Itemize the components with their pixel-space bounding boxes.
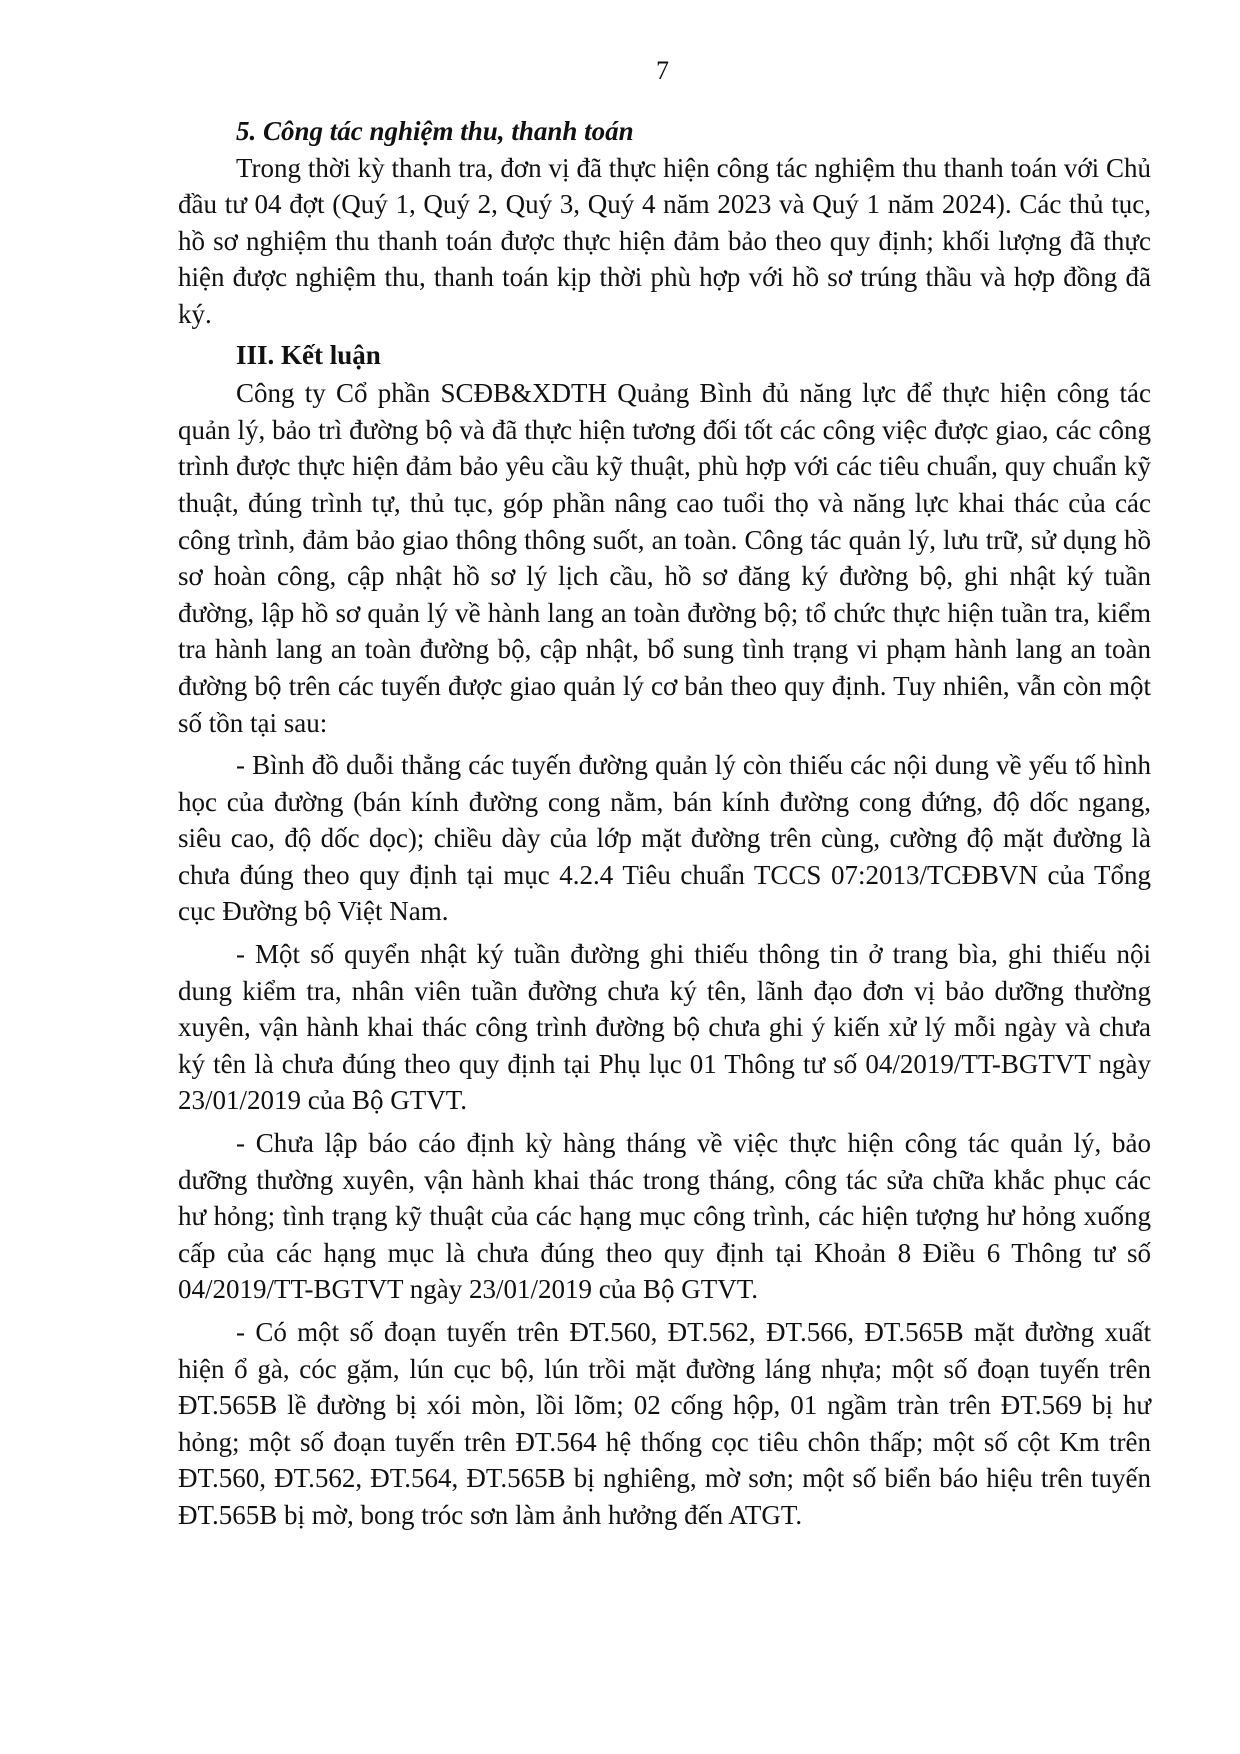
section-5-paragraph: Trong thời kỳ thanh tra, đơn vị đã thực hiện công tác nghiệm thu thanh toán với Chủ đầu tư 04 đợt (Quý 1, Quý 2, Quý 3, Quý 4 năm 2023 và Quý 1 năm 2024). Các thủ tục, hồ sơ nghiệm thu thanh toán được thực hiện đảm bảo theo quy định; khối lượng đã thực hiện được nghiệm thu, thanh toán kịp thời phù hợp với hồ sơ trúng thầu và hợp đồng đã ký.: [178, 152, 1151, 329]
page-number: 7: [656, 56, 669, 85]
finding-item: - Chưa lập báo cáo định kỳ hàng tháng về việc thực hiện công tác quản lý, bảo dưỡng thường xuyên, vận hành khai thác trong tháng, công tác sửa chữa khắc phục các hư hỏng; tình trạng kỹ thuật của các hạng mục công trình, các hiện tượng hư hỏng xuống cấp của các hạng mục là chưa đúng theo quy định tại Khoản 8 Điều 6 Thông tư số 04/2019/TT-BGTVT ngày 23/01/2019 của Bộ GTVT.: [178, 1128, 1151, 1305]
finding-item: - Có một số đoạn tuyến trên ĐT.560, ĐT.562, ĐT.566, ĐT.565B mặt đường xuất hiện ổ gà, cóc gặm, lún cục bộ, lún trồi mặt đường láng nhựa; một số đoạn tuyến trên ĐT.565B lề đường bị xói mòn, lồi lõm; 02 cống hộp, 01 ngầm tràn trên ĐT.569 bị hư hỏng; một số đoạn tuyến trên ĐT.564 hệ thống cọc tiêu chôn thấp; một số cột Km trên ĐT.560, ĐT.562, ĐT.564, ĐT.565B bị nghiêng, mờ sơn; một số biển báo hiệu trên tuyến ĐT.565B bị mờ, bong tróc sơn làm ảnh hưởng đến ATGT.: [178, 1317, 1151, 1530]
conclusion-intro-paragraph: Công ty Cổ phần SCĐB&XDTH Quảng Bình đủ năng lực để thực hiện công tác quản lý, bảo trì đường bộ và đã thực hiện tương đối tốt các công việc được giao, các công trình được thực hiện đảm bảo yêu cầu kỹ thuật, phù hợp với các tiêu chuẩn, quy chuẩn kỹ thuật, đúng trình tự, thủ tục, góp phần nâng cao tuổi thọ và năng lực khai thác của các công trình, đảm bảo giao thông thông suốt, an toàn. Công tác quản lý, lưu trữ, sử dụng hồ sơ hoàn công, cập nhật hồ sơ lý lịch cầu, hồ sơ đăng ký đường bộ, ghi nhật ký tuần đường, lập hồ sơ quản lý về hành lang an toàn đường bộ; tổ chức thực hiện tuần tra, kiểm tra hành lang an toàn đường bộ, cập nhật, bổ sung tình trạng vi phạm hành lang an toàn đường bộ trên các tuyến được giao quản lý cơ bản theo quy định. Tuy nhiên, vẫn còn một số tồn tại sau:: [178, 378, 1151, 738]
finding-item: - Bình đồ duỗi thẳng các tuyến đường quản lý còn thiếu các nội dung về yếu tố hình học của đường (bán kính đường cong nằm, bán kính đường cong đứng, độ dốc ngang, siêu cao, độ dốc dọc); chiều dày của lớp mặt đường trên cùng, cường độ mặt đường là chưa đúng theo quy định tại mục 4.2.4 Tiêu chuẩn TCCS 07:2013/TCĐBVN của Tổng cục Đường bộ Việt Nam.: [178, 750, 1151, 927]
document-body: [178, 113, 1151, 1534]
section-5-heading: 5. Công tác nghiệm thu, thanh toán: [236, 116, 634, 146]
finding-item: - Một số quyển nhật ký tuần đường ghi thiếu thông tin ở trang bìa, ghi thiếu nội dung kiểm tra, nhân viên tuần đường chưa ký tên, lãnh đạo đơn vị bảo dưỡng thường xuyên, vận hành khai thác công trình đường bộ chưa ghi ý kiến xử lý mỗi ngày và chưa ký tên là chưa đúng theo quy định tại Phụ lục 01 Thông tư số 04/2019/TT-BGTVT ngày 23/01/2019 của Bộ GTVT.: [178, 939, 1151, 1116]
section-3-heading: III. Kết luận: [236, 339, 381, 370]
